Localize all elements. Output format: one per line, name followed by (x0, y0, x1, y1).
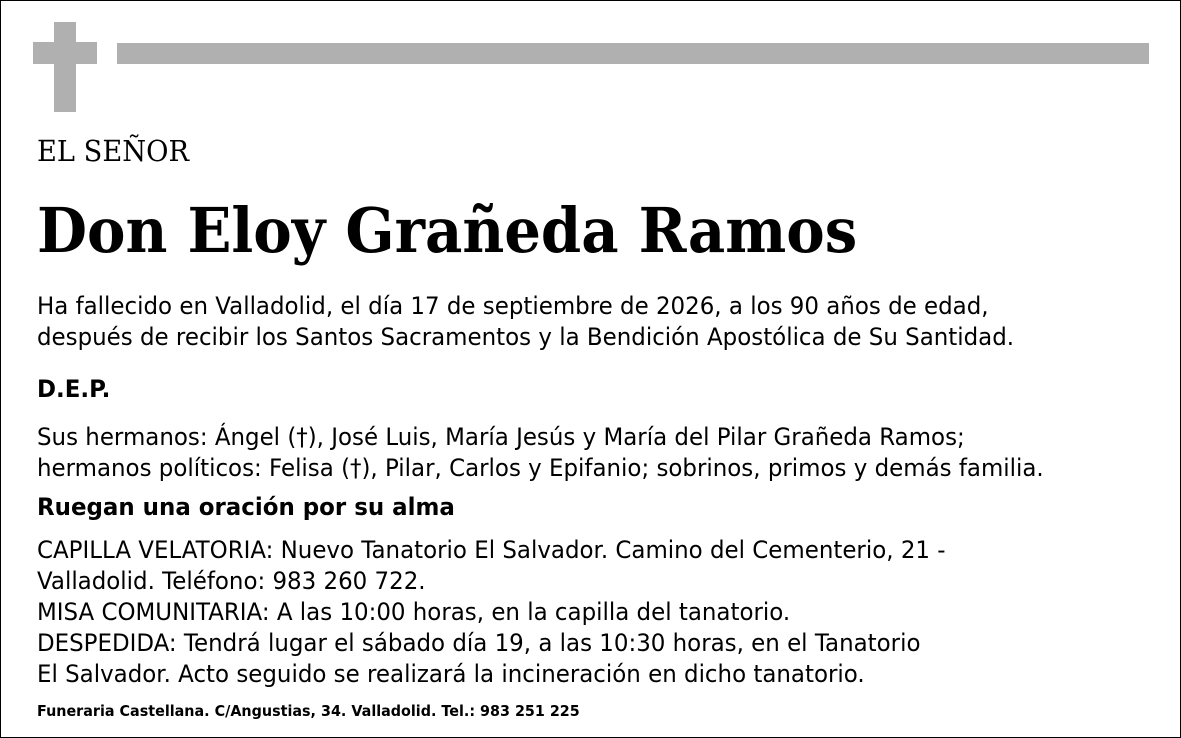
prayer-request: Ruegan una oración por su alma (37, 493, 455, 521)
family-line: Sus hermanos: Ángel (†), José Luis, María Jesús y María del Pilar Grañeda Ramos; (37, 423, 965, 451)
funeral-home-footer: Funeraria Castellana. C/Angustias, 34. Valladolid. Tel.: 983 251 225 (37, 702, 580, 720)
info-line: DESPEDIDA: Tendrá lugar el sábado día 19, a las 10:30 horas, en el Tanatorio (37, 629, 921, 657)
info-line: MISA COMUNITARIA: A las 10:00 horas, en la capilla del tanatorio. (37, 598, 791, 626)
info-line: CAPILLA VELATORIA: Nuevo Tanatorio El Salvador. Camino del Cementerio, 21 - (37, 536, 946, 564)
honorific-title: EL SEÑOR (37, 134, 189, 168)
cross-icon-horizontal (33, 42, 97, 64)
family-line: hermanos políticos: Felisa (†), Pilar, Carlos y Epifanio; sobrinos, primos y demás familia. (37, 454, 1044, 482)
death-line: Ha fallecido en Valladolid, el día 17 de septiembre de 2026, a los 90 años de edad, (37, 292, 989, 320)
dep-label: D.E.P. (37, 375, 111, 403)
service-info (37, 535, 946, 690)
death-line: después de recibir los Santos Sacramentos y la Bendición Apostólica de Su Santidad. (37, 323, 1015, 351)
death-paragraph (37, 291, 1014, 353)
cross-icon-vertical (54, 22, 76, 112)
info-line: Valladolid. Teléfono: 983 260 722. (37, 567, 426, 595)
deceased-name: Don Eloy Grañeda Ramos (37, 194, 858, 267)
info-line: El Salvador. Acto seguido se realizará la incineración en dicho tanatorio. (37, 660, 865, 688)
header-rule (117, 43, 1149, 64)
family-paragraph (37, 422, 1044, 484)
